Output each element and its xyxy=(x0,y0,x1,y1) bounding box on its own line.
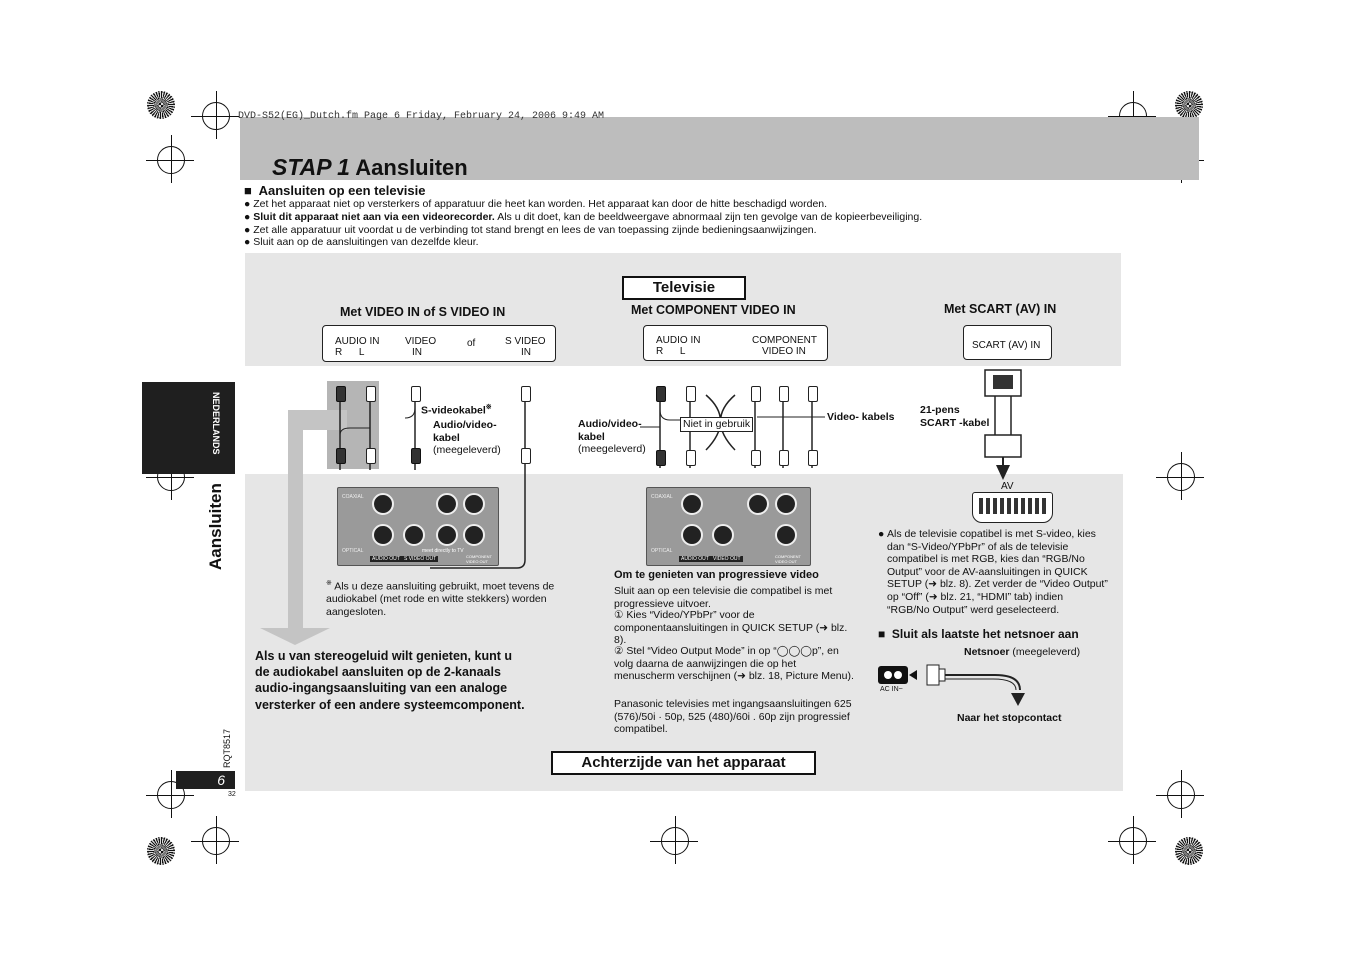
device-label: VIDEO OUT xyxy=(713,556,741,562)
plug-icon xyxy=(808,386,818,402)
crosshair-icon xyxy=(1167,463,1195,491)
device-label: COMPONENT VIDEO OUT xyxy=(466,554,492,564)
plug-icon xyxy=(521,448,531,464)
plug-icon xyxy=(411,448,421,464)
progressive-step-2: ② Stel “Video Output Mode” in op “◯◯◯p”, en volg daarna de aanwijzingen die op het menuscherm verschijnen (➜ blz. 18, Picture Menu). xyxy=(614,645,854,683)
plug-icon xyxy=(411,386,421,402)
device-label: S VIDEO OUT xyxy=(404,556,437,562)
language-tab xyxy=(142,382,235,474)
registration-star-icon xyxy=(147,837,175,865)
side-title: Aansluiten xyxy=(206,483,225,570)
ac-in-label: AC IN~ xyxy=(880,686,903,693)
panel-audio-label: AUDIO IN xyxy=(656,335,701,346)
plug-icon xyxy=(808,450,818,466)
scart-note: ● Als de televisie copatibel is met S-video, kies dan “S-Video/YPbPr” of als de televisie compatibel is met RGB, kies dan “RGB/No Output” voor de AV-aansluitingen in QUICK SETUP (➜ blz. 8). Zet verder de “Video Output” op “Off” (➜ blz. 21, “HDMI” tab) indien “RGB/No Output” werd geselecteerd. xyxy=(878,528,1108,616)
panel-scart-label: SCART (AV) IN xyxy=(972,340,1041,351)
device-label: OPTICAL xyxy=(651,548,673,554)
progressive-heading: Om te genieten van progressieve video xyxy=(614,569,819,581)
small-number: 32 xyxy=(228,791,236,798)
device-label: AUDIO OUT xyxy=(372,556,400,562)
power-cord-label: Netsnoer (meegeleverd) xyxy=(964,646,1081,658)
progressive-intro: Sluit aan op een televisie die compatibel is met progressieve uitvoer. xyxy=(614,585,833,610)
registration-star-icon xyxy=(1175,837,1203,865)
middle-column-title: Met COMPONENT VIDEO IN xyxy=(631,303,796,317)
panel-audio-label: AUDIO IN xyxy=(335,336,380,347)
bullet-item: ● Zet alle apparatuur uit voordat u de verbinding tot stand brengt en lees de van toepassing zijnde bedieningsaanwijzingen. xyxy=(244,223,817,236)
section-heading: ■ Aansluiten op een televisie xyxy=(244,183,426,198)
plug-icon xyxy=(521,386,531,402)
video-cables-label: Video- kabels xyxy=(827,411,895,423)
device-label: COAXIAL xyxy=(651,494,673,500)
crosshair-icon xyxy=(202,102,230,130)
section-heading-text: Aansluiten op een televisie xyxy=(258,183,426,198)
av-label: AV xyxy=(1001,481,1014,492)
stopcontact-label: Naar het stopcontact xyxy=(957,712,1062,724)
power-cord-heading: ■ Sluit als laatste het netsnoer aan xyxy=(878,627,1079,641)
plug-icon xyxy=(366,448,376,464)
progressive-step-1: ① Kies “Video/YPbPr” voor de componentaansluitingen in QUICK SETUP (➜ blz. 8). xyxy=(614,609,848,647)
bullet-item: ● Zet het apparaat niet op versterkers of apparatuur die heet kan worden. Het apparaat kan door de hitte beschadigd worden. xyxy=(244,198,828,210)
plug-icon xyxy=(656,450,666,466)
rear-side-label: Achterzijde van het apparaat xyxy=(551,751,816,775)
registration-star-icon xyxy=(147,91,175,119)
tv-input-panel-component xyxy=(643,325,828,361)
crosshair-icon xyxy=(157,146,185,174)
language-label: NEDERLANDS xyxy=(211,392,221,455)
scart-socket-icon xyxy=(972,492,1053,523)
stap-label: STAP 1 xyxy=(272,154,350,180)
panel-video-in-label: IN xyxy=(412,347,422,358)
plug-icon xyxy=(779,450,789,466)
title-text: Aansluiten xyxy=(355,155,468,180)
device-label: OPTICAL xyxy=(342,548,364,554)
svideo-cable-label: S-videokabel※ xyxy=(421,404,492,417)
device-label: COMPONENT VIDEO OUT xyxy=(775,554,801,564)
crosshair-icon xyxy=(1167,781,1195,809)
televisie-label: Televisie xyxy=(622,276,746,300)
device-rear-panel-middle xyxy=(646,487,811,566)
tv-input-panel-video xyxy=(322,325,556,362)
page-title xyxy=(272,154,468,181)
panel-svideo-in-label: IN xyxy=(521,347,531,358)
stereo-note: Als u van stereogeluid wilt genieten, kunt u de audiokabel aansluiten op de 2-kanaals audio-ingangsaansluiting van een analoge versterker of een andere systeemcomponent. xyxy=(255,649,525,712)
device-rear-panel-left xyxy=(337,487,499,566)
plug-icon xyxy=(686,450,696,466)
panel-video-label: VIDEO xyxy=(405,336,437,347)
panasonic-note: Panasonic televisies met ingangsaansluitingen 625 (576)/50i · 50p, 525 (480)/60i . 60p zijn progressief compatibel. xyxy=(614,698,852,736)
device-label: COAXIAL xyxy=(342,494,364,500)
panel-rl-label: R L xyxy=(335,347,365,358)
registration-star-icon xyxy=(1175,91,1203,119)
right-column-title: Met SCART (AV) IN xyxy=(944,302,1057,316)
plug-icon xyxy=(686,386,696,402)
plug-icon xyxy=(779,386,789,402)
device-label: AUDIO OUT xyxy=(681,556,709,562)
scart-cable-label: 21-pens SCART -kabel xyxy=(920,404,990,429)
not-in-use-label: Niet in gebruik xyxy=(680,417,753,432)
device-label: meet directly to TV xyxy=(422,548,464,554)
file-info-line: DVD-S52(EG)_Dutch.fm Page 6 Friday, February 24, 2006 9:49 AM xyxy=(238,111,605,122)
plug-icon xyxy=(751,450,761,466)
crosshair-icon xyxy=(1119,827,1147,855)
av-cable-label-middle: Audio/video- kabel (meegeleverd) xyxy=(578,418,646,456)
footnote: ※ Als u deze aansluiting gebruikt, moet tevens de audiokabel (met rode en witte stekkers) worden aangesloten. xyxy=(326,580,555,618)
bullet-item: ● Sluit aan op de aansluitingen van dezelfde kleur. xyxy=(244,236,479,249)
bullet-item: ● Sluit dit apparaat niet aan via een videorecorder. Als u dit doet, kan de beeldweergave abnormaal zijn ten gevolge van de kopieerbeveiliging. xyxy=(244,210,923,223)
crosshair-icon xyxy=(661,827,689,855)
panel-component-label: COMPONENT xyxy=(752,335,817,346)
panel-svideo-label: S VIDEO xyxy=(505,336,546,347)
tv-input-panel-scart xyxy=(963,325,1052,360)
panel-component-in-label: VIDEO IN xyxy=(762,346,806,357)
plug-icon xyxy=(366,386,376,402)
plug-icon xyxy=(656,386,666,402)
plug-icon xyxy=(336,386,346,402)
page-number: 6 xyxy=(176,771,235,789)
panel-rl-label: R L xyxy=(656,346,686,357)
bullet-list xyxy=(244,198,1144,249)
crosshair-icon xyxy=(202,827,230,855)
av-cable-label-left: Audio/video- kabel (meegeleverd) xyxy=(433,419,501,457)
left-column-title: Met VIDEO IN of S VIDEO IN xyxy=(340,305,506,319)
panel-of-label: of xyxy=(467,338,476,349)
doc-code: RQT8517 xyxy=(222,728,232,768)
plug-icon xyxy=(336,448,346,464)
plug-icon xyxy=(751,386,761,402)
